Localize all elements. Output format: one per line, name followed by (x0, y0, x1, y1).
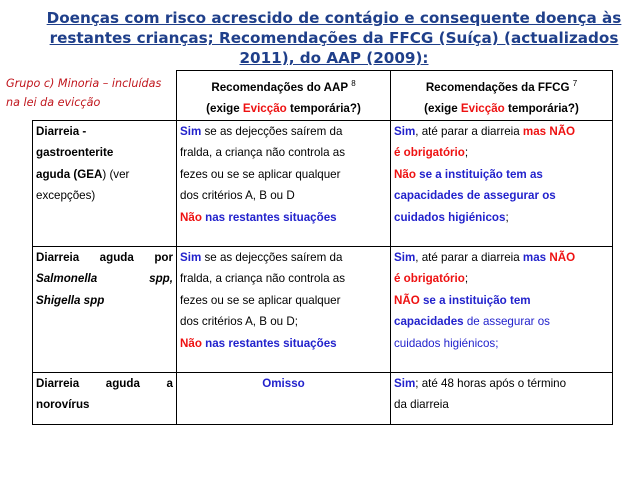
header-ffcg-ref: 7 (572, 79, 578, 88)
ffcg-line: da diarreia (394, 398, 449, 412)
ffcg-line (394, 268, 609, 289)
aap-line: dos critérios A, B ou D (180, 189, 295, 203)
disease-cell (33, 121, 177, 247)
ffcg-text: ; até 48 horas após o término (415, 377, 567, 390)
header-ffcg-sub: (exige (424, 102, 461, 116)
aap-cell (177, 121, 391, 247)
disease-word: a (166, 377, 173, 390)
ffcg-line (394, 311, 609, 332)
table-row (33, 373, 613, 425)
aap-line (180, 207, 387, 228)
table-row (33, 247, 613, 373)
ffcg-emph: cuidados higiénicos (394, 210, 506, 224)
aap-sim: Sim (180, 125, 202, 138)
aap-line: fezes ou se se aplicar qualquer (180, 167, 341, 181)
ffcg-emph: NÃO (394, 293, 420, 307)
group-label: Grupo c) Minoria – incluídas na lei da evicção (6, 77, 162, 109)
header-ffcg (391, 71, 613, 121)
aap-nao: Não (180, 336, 202, 350)
aap-nao: Não (180, 210, 202, 224)
header-aap-title: Recomendações do AAP (211, 80, 348, 94)
disease-line: excepções) (36, 189, 96, 203)
disease-line: Diarreia - (36, 125, 87, 138)
disease-word: aguda (105, 377, 140, 390)
aap-text: se as dejecções saírem da (201, 125, 343, 138)
disease-line (36, 373, 173, 394)
aap-line: dos critérios A, B ou D; (180, 315, 298, 329)
aap-line: fralda, a criança não controla as (180, 146, 345, 160)
disease-italic: Salmonella (36, 272, 98, 286)
ffcg-emph: mas (522, 251, 550, 264)
recommendations-table (32, 70, 613, 425)
table-row (33, 121, 613, 247)
disease-line: Shigella spp (36, 293, 105, 307)
ffcg-cell (391, 373, 613, 425)
aap-cell (177, 247, 391, 373)
disease-word: Diarreia (36, 377, 80, 390)
disease-cell (33, 247, 177, 373)
ffcg-line (394, 142, 609, 163)
ffcg-text: se a instituição tem as (415, 167, 543, 181)
ffcg-emph: Não (394, 167, 416, 181)
ffcg-line (394, 164, 609, 185)
ffcg-sim: Sim (394, 125, 416, 138)
disease-bold: aguda (GEA (36, 167, 103, 181)
disease-line (36, 268, 173, 289)
page-title: Doenças com risco acrescido de contágio e consequente doença às restantes crianças; Recomendações da FFCG (Suíça) (actualizados 2011), do AAP (2009): (46, 9, 622, 67)
ffcg-line (394, 247, 609, 268)
ffcg-text: ; (464, 272, 469, 286)
aap-text: nas restantes situações (201, 336, 337, 350)
disease-line: norovírus (36, 398, 90, 412)
header-aap-sub: (exige (206, 102, 243, 116)
ffcg-emph: é obrigatório (394, 272, 465, 286)
aap-cell (177, 373, 391, 425)
header-aap-ref: 8 (351, 79, 356, 88)
aap-line (180, 333, 387, 354)
disease-line (36, 164, 173, 185)
ffcg-emph: NÃO (549, 251, 576, 264)
aap-text: nas restantes situações (201, 210, 337, 224)
ffcg-text: de assegurar os (463, 315, 550, 329)
aap-line: fezes ou se se aplicar qualquer (180, 293, 341, 307)
aap-line (180, 121, 387, 142)
ffcg-text: ; (505, 210, 509, 224)
header-aap-sub-post: temporária?) (286, 102, 361, 116)
ffcg-text: , até parar a diarreia (415, 125, 523, 138)
aap-text: se as dejecções saírem da (201, 251, 343, 264)
disease-rest: ) (ver (102, 167, 130, 181)
ffcg-line (394, 373, 609, 394)
ffcg-emph: mas NÃO (522, 125, 576, 138)
header-aap-evic: Evicção (242, 102, 287, 116)
ffcg-emph: capacidades (394, 315, 464, 329)
ffcg-emph: é obrigatório (394, 146, 465, 160)
ffcg-cell (391, 247, 613, 373)
disease-line: Diarreia aguda por (36, 251, 173, 264)
ffcg-text: , até parar a diarreia (415, 251, 523, 264)
aap-omisso: Omisso (262, 377, 305, 390)
aap-line (180, 247, 387, 268)
aap-line: fralda, a criança não controla as (180, 272, 345, 286)
aap-sim: Sim (180, 251, 202, 264)
ffcg-line (394, 290, 609, 311)
disease-cell (33, 373, 177, 425)
ffcg-line: cuidados higiénicos; (394, 336, 499, 350)
ffcg-text: ; (464, 146, 469, 160)
disease-line: gastroenterite (36, 146, 114, 160)
header-aap (177, 71, 391, 121)
ffcg-sim: Sim (394, 377, 416, 390)
ffcg-line: capacidades de assegurar os (394, 189, 556, 203)
ffcg-cell (391, 121, 613, 247)
header-ffcg-title: Recomendações da FFCG (425, 80, 570, 94)
ffcg-line (394, 207, 609, 228)
disease-italic: spp, (149, 272, 173, 286)
header-ffcg-sub-post: temporária?) (504, 102, 579, 116)
ffcg-text: se a instituição tem (419, 293, 531, 307)
ffcg-sim: Sim (394, 251, 416, 264)
ffcg-line (394, 121, 609, 142)
header-ffcg-evic: Evicção (460, 102, 505, 116)
